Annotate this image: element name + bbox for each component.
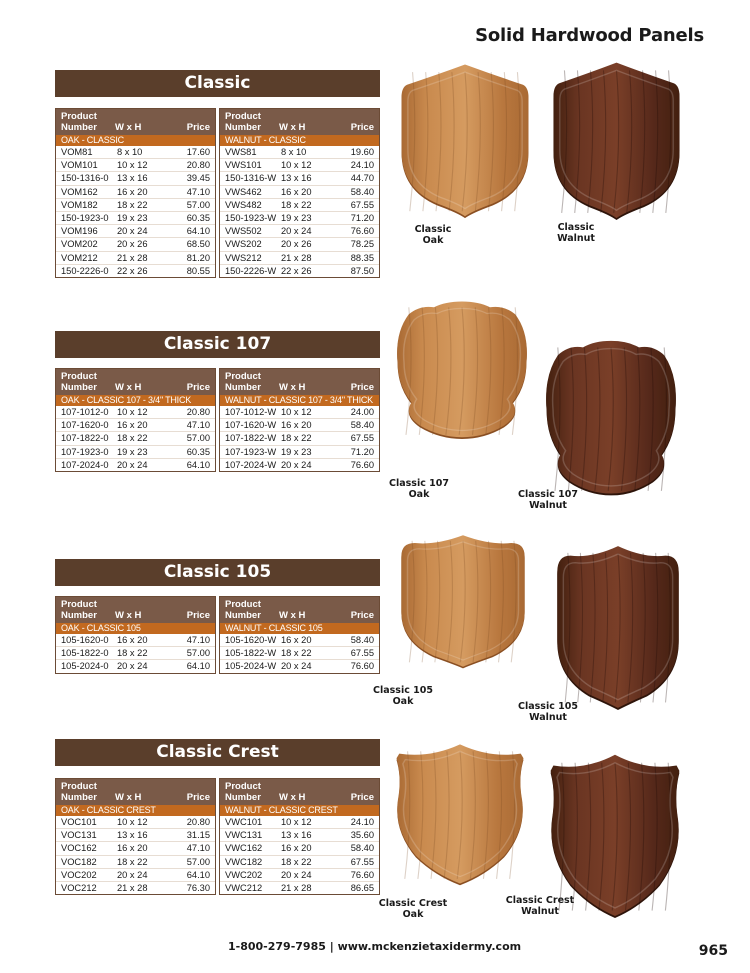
oak-price-table [55,778,216,895]
product-number: VWC202 [225,869,263,880]
table-header [220,109,379,135]
price: 76.60 [350,661,374,672]
section-title: Classic 105 [55,559,380,586]
product-number: 107-1012-W [225,407,277,417]
product-number: 105-2024-W [225,661,277,672]
price: 87.50 [350,265,374,276]
price: 57.00 [186,648,210,659]
caption-line: Walnut [521,906,559,917]
size: 16 x 20 [117,843,148,854]
caption-line: Classic Crest [505,895,575,906]
table-row [220,459,379,471]
table-row [56,172,215,185]
price: 39.45 [186,173,210,184]
product-number: VWS202 [225,239,262,250]
size-header: W x H [115,382,142,393]
table-row [56,265,215,277]
oak-panel-image [392,298,532,443]
section-header [55,70,380,97]
product-header: Product [61,781,97,792]
section-header [55,559,380,586]
table-header [220,597,379,623]
product-number: 105-1822-0 [61,648,109,659]
table-row [56,238,215,251]
product-header: Product [61,599,97,610]
size: 20 x 24 [117,869,148,880]
product-number: 107-1620-0 [61,420,109,431]
table-row [220,634,379,647]
size: 16 x 20 [117,635,148,645]
contact-footer: 1-800-279-7985 | www.mckenzietaxidermy.com [228,940,522,953]
table-row [56,252,215,265]
number-header: Number [61,382,97,393]
table-row [56,419,215,432]
price: 47.10 [186,420,210,431]
size: 16 x 20 [281,843,312,854]
price: 57.00 [186,433,210,444]
product-number: VOM182 [61,199,98,210]
size: 18 x 22 [117,199,148,210]
walnut-price-table [219,108,380,278]
table-row [220,159,379,172]
size: 13 x 16 [117,173,148,184]
product-number: VWS212 [225,252,262,263]
section-header [55,331,380,358]
table-header [56,597,215,623]
category-label: WALNUT - CLASSIC [220,135,379,146]
table-row [56,856,215,869]
product-number: 107-1012-0 [61,407,109,417]
table-row [56,146,215,159]
oak-caption [368,685,438,707]
table-row [220,432,379,445]
walnut-panel-image [552,542,684,712]
product-number: VWS502 [225,226,262,237]
category-label: WALNUT - CLASSIC 107 - 3/4" THICK [220,395,379,406]
oak-price-table [55,596,216,674]
product-number: VWC131 [225,830,263,841]
product-number: 107-1923-W [225,446,277,457]
caption-line: Walnut [557,233,595,244]
table-row [56,842,215,855]
product-number: VOC182 [61,856,97,867]
category-label: WALNUT - CLASSIC CREST [220,805,379,816]
table-row [220,842,379,855]
oak-caption [384,478,454,500]
price: 57.00 [186,856,210,867]
product-number: 150-1316-W [225,173,277,184]
category-label: OAK - CLASSIC [56,135,215,146]
category-label: OAK - CLASSIC 105 [56,623,215,634]
table-row [56,647,215,660]
table-row [56,199,215,212]
table-row [56,660,215,672]
size: 8 x 10 [281,147,307,157]
table-row [56,829,215,842]
table-row [220,146,379,159]
table-row [220,816,379,829]
size: 19 x 23 [117,212,148,223]
size: 19 x 23 [281,446,312,457]
walnut-caption [500,895,580,917]
table-row [220,660,379,672]
table-row [56,186,215,199]
size: 10 x 12 [117,160,148,171]
table-row [56,816,215,829]
product-number: VWS81 [225,147,257,157]
caption-line: Classic Crest [378,898,448,909]
size: 16 x 20 [117,420,148,431]
size: 10 x 12 [117,817,148,827]
caption-line: Oak [402,909,424,920]
table-row [220,225,379,238]
size: 20 x 24 [117,459,148,470]
price: 35.60 [350,830,374,841]
price: 58.40 [350,635,374,645]
product-number: VOM202 [61,239,98,250]
size: 19 x 23 [117,446,148,457]
table-row [220,882,379,894]
walnut-caption [508,489,588,511]
product-header: Product [225,599,261,610]
price-tables [55,368,380,472]
price: 58.40 [350,186,374,197]
product-number: VOC101 [61,817,97,827]
number-header: Number [225,122,261,133]
price: 24.00 [350,407,374,417]
size-header: W x H [279,792,306,803]
product-number: 150-2226-0 [61,265,109,276]
table-row [56,212,215,225]
size: 18 x 22 [281,856,312,867]
size: 16 x 20 [281,635,312,645]
price: 80.55 [186,265,210,276]
number-header: Number [61,610,97,621]
product-number: VWS462 [225,186,262,197]
price: 67.55 [350,648,374,659]
price-tables [55,108,380,278]
walnut-panel-image [548,60,685,222]
table-row [56,634,215,647]
table-row [220,252,379,265]
price: 68.50 [186,239,210,250]
oak-panel-image [391,742,529,887]
walnut-caption [508,701,588,723]
size: 16 x 20 [281,186,312,197]
price-header: Price [350,382,374,393]
price: 17.60 [186,147,210,157]
number-header: Number [61,122,97,133]
walnut-price-table [219,368,380,472]
price-tables [55,778,380,895]
table-header [220,369,379,395]
product-number: VOM212 [61,252,98,263]
category-label: OAK - CLASSIC 107 - 3/4" THICK [56,395,215,406]
table-row [220,446,379,459]
caption-line: Oak [392,696,414,707]
table-row [56,869,215,882]
product-number: 150-1923-W [225,212,277,223]
oak-caption [398,224,468,246]
product-number: VWC182 [225,856,263,867]
size: 10 x 12 [117,407,148,417]
table-row [56,446,215,459]
table-row [56,159,215,172]
product-number: VOC212 [61,882,97,893]
oak-panel-image [396,62,534,220]
price: 58.40 [350,843,374,854]
price: 20.80 [186,407,210,417]
table-header [56,109,215,135]
section-title: Classic Crest [55,739,380,766]
caption-line: Walnut [529,500,567,511]
table-header [56,369,215,395]
product-number: VOM101 [61,160,98,171]
caption-line: Walnut [529,712,567,723]
size-header: W x H [115,792,142,803]
caption-line: Classic 107 [518,489,578,500]
product-number: VOM81 [61,147,93,157]
size: 21 x 28 [281,882,312,893]
price: 76.60 [350,226,374,237]
caption-line: Classic 107 [389,478,449,489]
caption-line: Classic [557,222,595,233]
size: 20 x 24 [117,226,148,237]
section-header [55,739,380,766]
walnut-price-table [219,778,380,895]
product-number: 105-1620-0 [61,635,109,645]
price-header: Price [186,610,210,621]
caption-line: Classic [414,224,452,235]
price-header: Price [350,122,374,133]
price-tables [55,596,380,674]
caption-line: Oak [422,235,444,246]
price: 44.70 [350,173,374,184]
oak-panel-image [396,532,530,670]
oak-price-table [55,368,216,472]
size: 20 x 24 [281,661,312,672]
size: 13 x 16 [281,173,312,184]
size: 13 x 16 [117,830,148,841]
product-number: 107-1822-0 [61,433,109,444]
price: 58.40 [350,420,374,431]
product-number: 107-1923-0 [61,446,109,457]
product-number: 107-1620-W [225,420,277,431]
section-title: Classic 107 [55,331,380,358]
price: 86.65 [350,882,374,893]
price: 60.35 [186,446,210,457]
size: 21 x 28 [117,252,148,263]
number-header: Number [225,610,261,621]
price: 19.60 [350,147,374,157]
number-header: Number [61,792,97,803]
size: 20 x 26 [117,239,148,250]
product-number: VWC212 [225,882,263,893]
table-row [56,225,215,238]
table-row [220,265,379,277]
caption-line: Classic 105 [373,685,433,696]
oak-price-table [55,108,216,278]
table-row [56,432,215,445]
product-number: 107-1822-W [225,433,277,444]
section-title: Classic [55,70,380,97]
size: 20 x 26 [281,239,312,250]
size: 20 x 24 [117,661,148,672]
product-number: VWS101 [225,160,262,171]
product-number: VOC131 [61,830,97,841]
price: 67.55 [350,199,374,210]
table-row [56,459,215,471]
price: 24.10 [350,160,374,171]
walnut-caption [536,222,616,244]
price-header: Price [350,792,374,803]
caption-line: Oak [408,489,430,500]
product-number: 150-1923-0 [61,212,109,223]
product-header: Product [61,111,97,122]
table-row [220,238,379,251]
price: 47.10 [186,186,210,197]
size: 18 x 22 [117,648,148,659]
price: 47.10 [186,635,210,645]
size: 18 x 22 [281,648,312,659]
size: 18 x 22 [281,199,312,210]
size: 22 x 26 [281,265,312,276]
size: 19 x 23 [281,212,312,223]
caption-line: Classic 105 [518,701,578,712]
size: 16 x 20 [281,420,312,431]
table-row [220,199,379,212]
product-header: Product [225,781,261,792]
product-number: 150-2226-W [225,265,277,276]
size-header: W x H [279,122,306,133]
size: 18 x 22 [281,433,312,444]
table-header [220,779,379,805]
price-header: Price [186,792,210,803]
price: 24.10 [350,817,374,827]
product-header: Product [225,111,261,122]
product-number: 107-2024-0 [61,459,109,470]
price: 71.20 [350,446,374,457]
price: 64.10 [186,869,210,880]
table-row [220,647,379,660]
product-number: 105-1620-W [225,635,277,645]
product-number: 105-1822-W [225,648,277,659]
table-row [220,212,379,225]
price: 88.35 [350,252,374,263]
size: 8 x 10 [117,147,143,157]
price: 20.80 [186,817,210,827]
product-number: VOC202 [61,869,97,880]
size: 16 x 20 [117,186,148,197]
price-header: Price [186,382,210,393]
table-row [220,419,379,432]
product-number: 107-2024-W [225,459,277,470]
price: 81.20 [186,252,210,263]
walnut-price-table [219,596,380,674]
size: 21 x 28 [281,252,312,263]
size: 18 x 22 [117,433,148,444]
table-row [220,829,379,842]
size: 21 x 28 [117,882,148,893]
page-title: Solid Hardwood Panels [475,25,704,46]
size: 10 x 12 [281,817,312,827]
category-label: OAK - CLASSIC CREST [56,805,215,816]
oak-caption [378,898,448,920]
table-header [56,779,215,805]
table-row [220,856,379,869]
product-number: VWC101 [225,817,263,827]
size: 13 x 16 [281,830,312,841]
size-header: W x H [279,382,306,393]
walnut-panel-image [541,337,681,500]
price: 64.10 [186,459,210,470]
size: 18 x 22 [117,856,148,867]
product-header: Product [225,371,261,382]
product-number: VOC162 [61,843,97,854]
number-header: Number [225,382,261,393]
price: 71.20 [350,212,374,223]
price: 20.80 [186,160,210,171]
price: 76.30 [186,882,210,893]
size: 20 x 24 [281,226,312,237]
size: 10 x 12 [281,407,312,417]
table-row [220,172,379,185]
product-number: VWC162 [225,843,263,854]
price: 60.35 [186,212,210,223]
product-number: 150-1316-0 [61,173,109,184]
price: 47.10 [186,843,210,854]
table-row [220,186,379,199]
product-number: VOM196 [61,226,98,237]
price: 67.55 [350,433,374,444]
size-header: W x H [115,122,142,133]
product-number: 105-2024-0 [61,661,109,672]
price-header: Price [350,610,374,621]
size: 22 x 26 [117,265,148,276]
table-row [56,406,215,419]
table-row [56,882,215,894]
size: 20 x 24 [281,869,312,880]
product-number: VOM162 [61,186,98,197]
size: 10 x 12 [281,160,312,171]
size: 20 x 24 [281,459,312,470]
price: 31.15 [186,830,210,841]
price: 64.10 [186,226,210,237]
price: 67.55 [350,856,374,867]
price: 76.60 [350,869,374,880]
table-row [220,406,379,419]
price: 57.00 [186,199,210,210]
size-header: W x H [279,610,306,621]
price: 64.10 [186,661,210,672]
price: 78.25 [350,239,374,250]
size-header: W x H [115,610,142,621]
product-number: VWS482 [225,199,262,210]
category-label: WALNUT - CLASSIC 105 [220,623,379,634]
price: 76.60 [350,459,374,470]
page-number: 965 [698,943,728,959]
product-header: Product [61,371,97,382]
price-header: Price [186,122,210,133]
number-header: Number [225,792,261,803]
table-row [220,869,379,882]
